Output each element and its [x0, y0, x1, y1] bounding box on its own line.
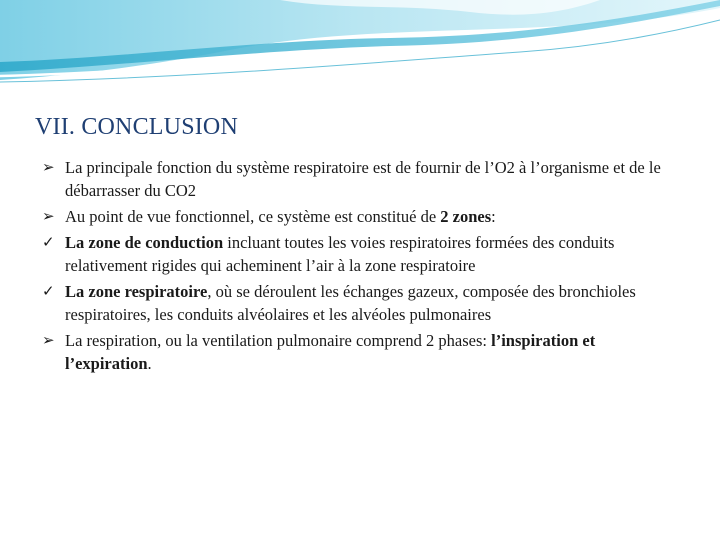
bullet-text-run: incluant toutes les voies respiratoires formées des conduits relativement rigides qui acheminent l’air à la zone respiratoire	[65, 233, 615, 275]
bullet-text-run: .	[147, 354, 152, 373]
bullet-text	[65, 205, 682, 228]
bullet-item	[42, 231, 682, 277]
arrow-bullet-icon: ➢	[42, 331, 55, 349]
bullet-text-bold: 2 zones	[440, 207, 492, 226]
bullet-text	[65, 329, 682, 375]
arrow-bullet-icon: ➢	[42, 158, 55, 176]
bullet-text-run: :	[491, 207, 496, 226]
bullet-text-run: Au point de vue fonctionnel, ce système est constitué de	[65, 207, 441, 226]
bullet-text	[65, 156, 682, 202]
checkmark-bullet-icon: ✓	[42, 282, 55, 300]
checkmark-bullet-icon: ✓	[42, 233, 55, 251]
bullet-text-run: La principale fonction du système respiratoire est de fournir de l’O2 à l’organisme et de le débarrasser du CO2	[65, 158, 661, 200]
slide-title: VII. CONCLUSION	[35, 114, 238, 140]
bullet-item	[42, 205, 682, 228]
bullet-item	[42, 156, 682, 202]
bullet-item	[42, 280, 682, 326]
bullet-text-run: , où se déroulent les échanges gazeux, composée des bronchioles respiratoires, les conduits alvéolaires et les alvéoles pulmonaires	[65, 282, 636, 324]
bullet-item	[42, 329, 682, 375]
bullet-text-bold: l’inspiration et l’expiration	[65, 331, 596, 373]
header-wave-decoration	[0, 0, 720, 90]
bullet-text-bold: La zone respiratoire	[65, 282, 208, 301]
bullet-text	[65, 280, 682, 326]
arrow-bullet-icon: ➢	[42, 207, 55, 225]
bullet-text-bold: La zone de conduction	[65, 233, 224, 252]
bullet-text-run: La respiration, ou la ventilation pulmonaire comprend 2 phases:	[65, 331, 492, 350]
bullet-text	[65, 231, 682, 277]
bullet-list	[42, 156, 682, 378]
